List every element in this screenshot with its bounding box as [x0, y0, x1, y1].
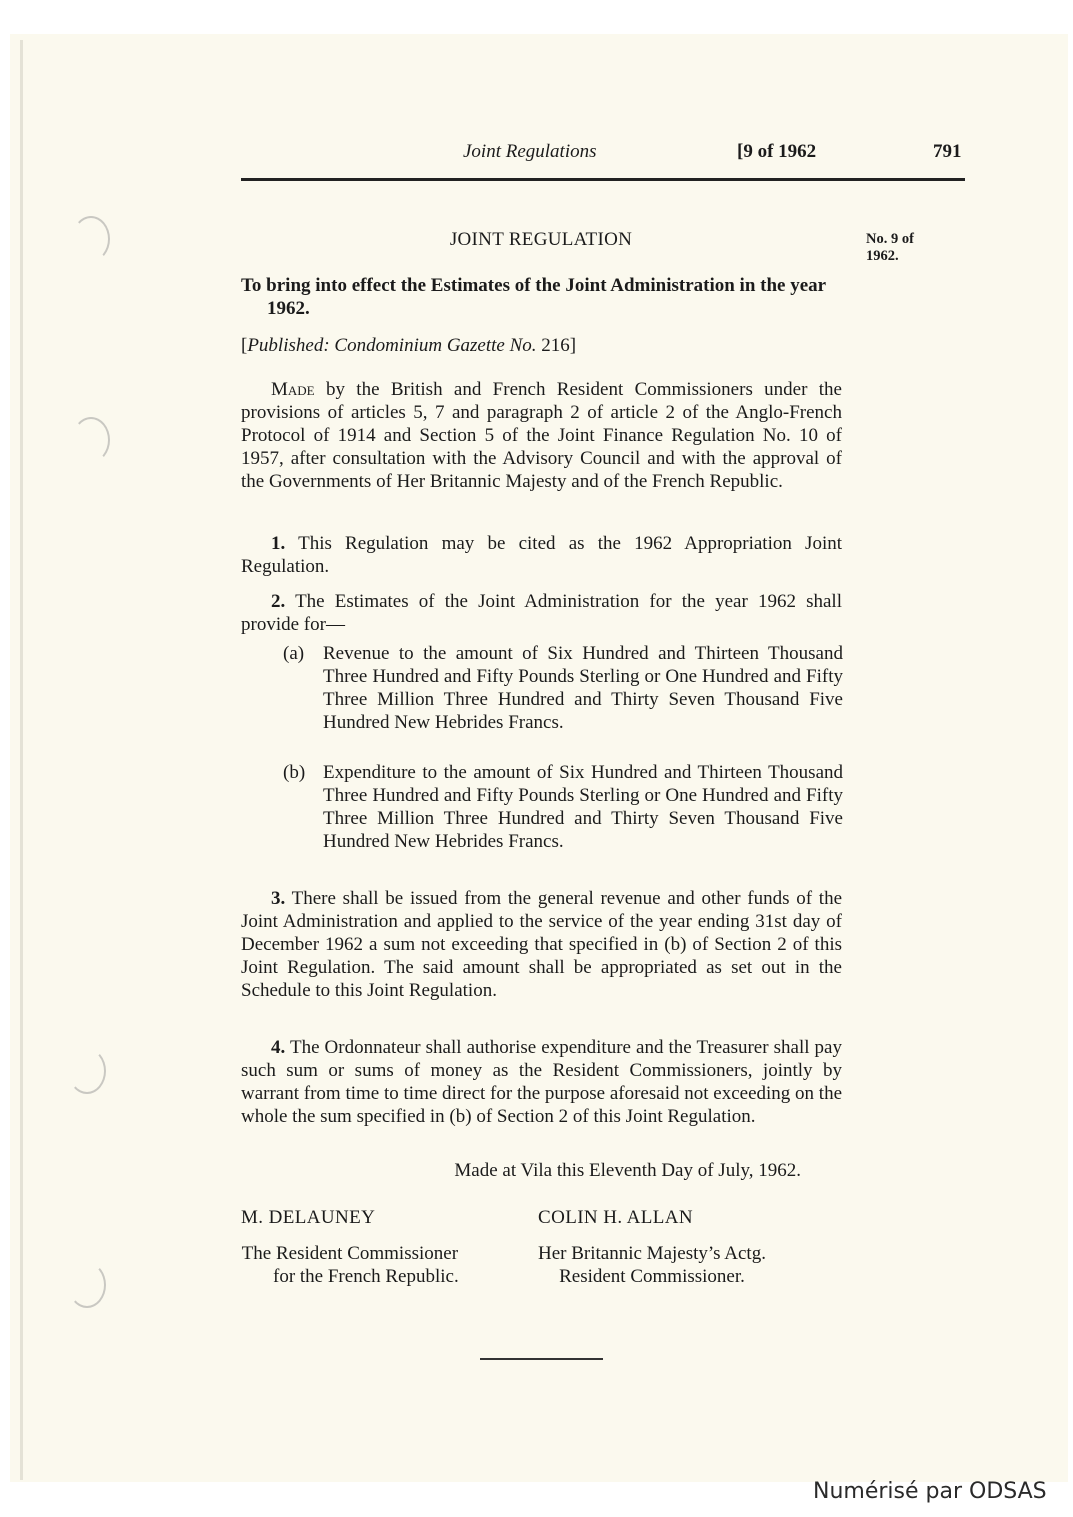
published-number: 216] — [536, 335, 577, 356]
regulation-heading: JOINT REGULATION — [449, 229, 633, 250]
section-text: The Ordonnateur shall authorise expenditure and the Treasurer shall pay such sum or sums of money as the Resident Commissioners, jointly by warrant from time to time direct for the purpose aforesaid not exceeding on the whole the sum specified in (b) of Section 2 of this Joint Regulation. — [241, 1037, 842, 1127]
item-text: Expenditure to the amount of Six Hundred and Thirteen Thousand Three Hundred and Fifty Pounds Sterling or One Hundred and Fifty Three Million Three Hundred and Thirty Seven Thousand Five Hundred New Hebrides Francs. — [323, 762, 843, 852]
section-number: 4. — [271, 1037, 286, 1058]
signatory-name-left: M. DELAUNEY — [241, 1207, 376, 1228]
margin-note-line-2: 1962. — [866, 248, 899, 264]
punch-hole-3 — [68, 1048, 106, 1094]
digitization-watermark: Numérisé par ODSAS — [813, 1479, 1047, 1504]
running-header-reference: [9 of 1962 — [737, 141, 817, 162]
signatory-title-right-line-2: Resident Commissioner. — [559, 1266, 745, 1287]
published-bracket: [ — [241, 335, 248, 356]
preamble-paragraph — [241, 378, 842, 493]
punch-hole-1 — [72, 216, 110, 262]
section-number: 3. — [271, 888, 286, 909]
margin-note-line-1: No. 9 of — [866, 231, 914, 247]
margin-note — [866, 231, 946, 265]
signatory-title-left — [241, 1242, 459, 1288]
section-2 — [241, 590, 842, 636]
punch-hole-4 — [68, 1262, 106, 1308]
preamble-text: by the British and French Resident Commissioners under the provisions of articles 5, 7 and paragraph 2 of article 2 of the Anglo-French Protocol of 1914 and Section 5 of the Joint Finance Regulation No. 10 of 1957, after consultation with the Advisory Council and with the approval of the Governments of Her Britannic Majesty and of the French Republic. — [241, 379, 842, 492]
running-header-title: Joint Regulations — [463, 141, 597, 162]
section-number: 1. — [271, 533, 286, 554]
regulation-subtitle: To bring into effect the Estimates of the Joint Administration in the year 1962. — [241, 275, 826, 319]
section-number: 2. — [271, 591, 286, 612]
section-text: There shall be issued from the general revenue and other funds of the Joint Administration and applied to the service of the year ending 31st day of December 1962 a sum not exceeding that specified in (b) of Section 2 of this Joint Regulation. The said amount shall be appropriated as set out in the Schedule to this Joint Regulation. — [241, 888, 842, 1001]
section-1 — [241, 532, 842, 578]
punch-hole-2 — [72, 417, 110, 463]
page-number: 791 — [933, 141, 962, 162]
section-2-item-a — [283, 642, 843, 734]
signatory-title-left-line-1: The Resident Commissioner — [241, 1243, 459, 1264]
item-label: (b) — [283, 762, 306, 783]
signatory-title-left-line-2: for the French Republic. — [273, 1266, 459, 1287]
section-text: The Estimates of the Joint Administration for the year 1962 shall provide for— — [241, 591, 842, 635]
page-edge-shadow — [20, 40, 23, 1480]
header-rule — [241, 178, 965, 181]
signatory-name-right: COLIN H. ALLAN — [538, 1207, 693, 1228]
section-text: This Regulation may be cited as the 1962 Appropriation Joint Regulation. — [241, 533, 842, 577]
published-label: Published: Condominium Gazette No. — [247, 335, 537, 356]
preamble-lead-word: Made — [271, 379, 315, 400]
item-text: Revenue to the amount of Six Hundred and Thirteen Thousand Three Hundred and Fifty Pounds Sterling or One Hundred and Fifty Three Million Three Hundred and Thirty Seven Thousand Five Hundred New Hebrides Francs. — [323, 643, 843, 733]
section-4 — [241, 1036, 842, 1128]
signatory-title-right-line-1: Her Britannic Majesty’s Actg. — [538, 1243, 766, 1264]
end-rule — [480, 1358, 603, 1360]
published-note — [241, 334, 841, 357]
signatory-title-right — [538, 1242, 766, 1288]
item-label: (a) — [283, 643, 305, 664]
section-3 — [241, 887, 842, 1002]
section-2-item-b — [283, 761, 843, 853]
made-at-line: Made at Vila this Eleventh Day of July, 1962. — [454, 1160, 801, 1181]
